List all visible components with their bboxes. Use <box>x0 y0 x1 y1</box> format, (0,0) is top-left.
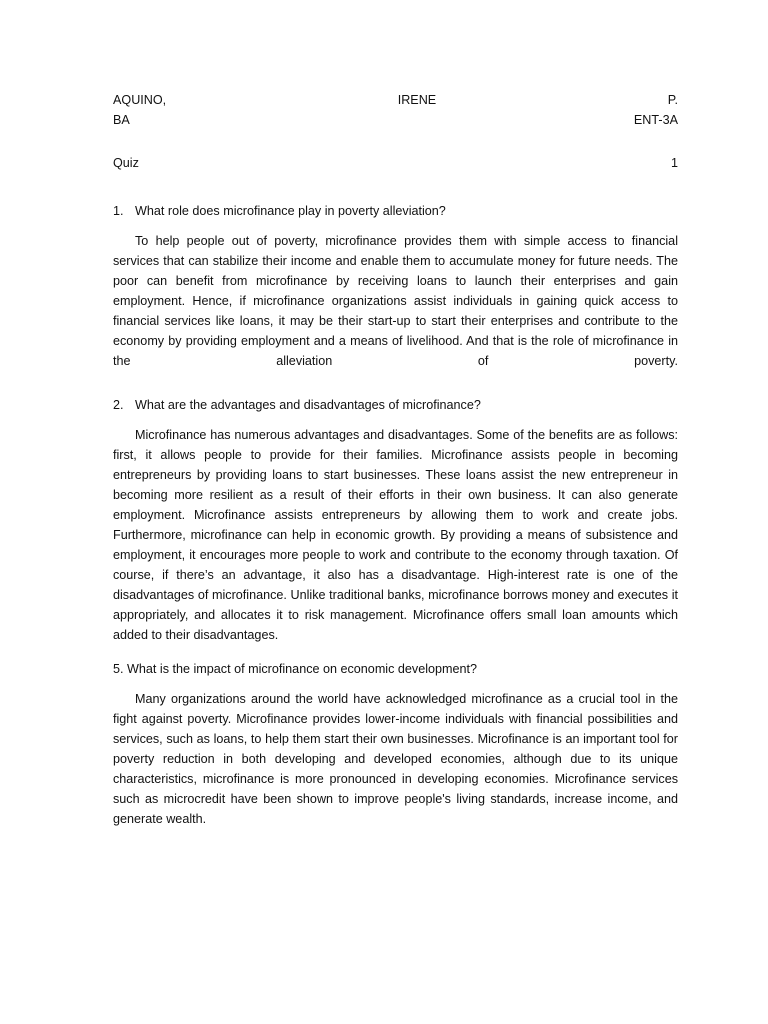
question-number: 2. <box>113 398 124 412</box>
spacer <box>113 645 678 659</box>
header-name-row <box>113 90 678 110</box>
question-number: 5. <box>113 662 124 676</box>
question-number: 1. <box>113 204 124 218</box>
question-text: What are the advantages and disadvantages of microfinance? <box>135 398 481 412</box>
answer-5: Many organizations around the world have acknowledged microfinance as a crucial tool in the fight against poverty. Microfinance provides lower-income individuals with financial possibilities and services, such as loans, to help them start their own businesses. Microfinance is an important tool for poverty reduction in both developing and developed economies, although due to its unique characteristics, microfinance is more pronounced in developing economies. Microfinance services such as microcredit have been shown to improve people's living standards, increase income, and generate wealth. <box>113 692 678 826</box>
first-name: IRENE <box>397 93 437 107</box>
section: ENT-3A <box>633 113 678 127</box>
question-2 <box>113 395 678 415</box>
spacer <box>113 371 678 395</box>
answer-1: To help people out of poverty, microfinance provides them with simple access to financial services that can stabilize their income and enable them to accumulate money for future needs. The poor can benefit from microfinance by receiving loans to launch their enterprises and gain employment. Hence, if microfinance organizations assist individuals in gaining quick access to financial services like loans, it may be their start-up to start their enterprises and contribute to the economy by providing employment and a means of livelihood. And that is the role of microfinance in the alleviation of poverty. <box>113 234 678 368</box>
question-1 <box>113 201 678 221</box>
quiz-number: 1 <box>670 156 678 170</box>
middle-initial: P. <box>667 93 678 107</box>
document-page <box>113 90 678 829</box>
degree: BA <box>113 113 130 127</box>
header-course-row <box>113 110 678 130</box>
quiz-label: Quiz <box>113 156 139 170</box>
header-quiz-row <box>113 153 678 173</box>
surname: AQUINO, <box>113 93 167 107</box>
question-text: What is the impact of microfinance on economic development? <box>127 662 478 676</box>
question-text: What role does microfinance play in poverty alleviation? <box>135 204 446 218</box>
answer-2: Microfinance has numerous advantages and disadvantages. Some of the benefits are as follows: first, it allows people to provide for their families. Microfinance assists people in becoming entrepreneurs by providing loans to start businesses. These loans assist the new entrepreneur in becoming more resilient as a result of their efforts in their own business. It can also generate employment. Microfinance assists entrepreneurs by allowing them to work and create jobs. Furthermore, microfinance can help in economic growth. By providing a means of subsistence and employment, it encourages more people to work and contribute to the economy through taxation. Of course, if there’s an advantage, it also has a disadvantage. High-interest rate is one of the disadvantages of microfinance. Unlike traditional banks, microfinance borrows money and executes it appropriately, and allocates it to risk management. Microfinance offers small loan amounts which added to their disadvantages. <box>113 428 678 642</box>
question-5 <box>113 659 678 679</box>
